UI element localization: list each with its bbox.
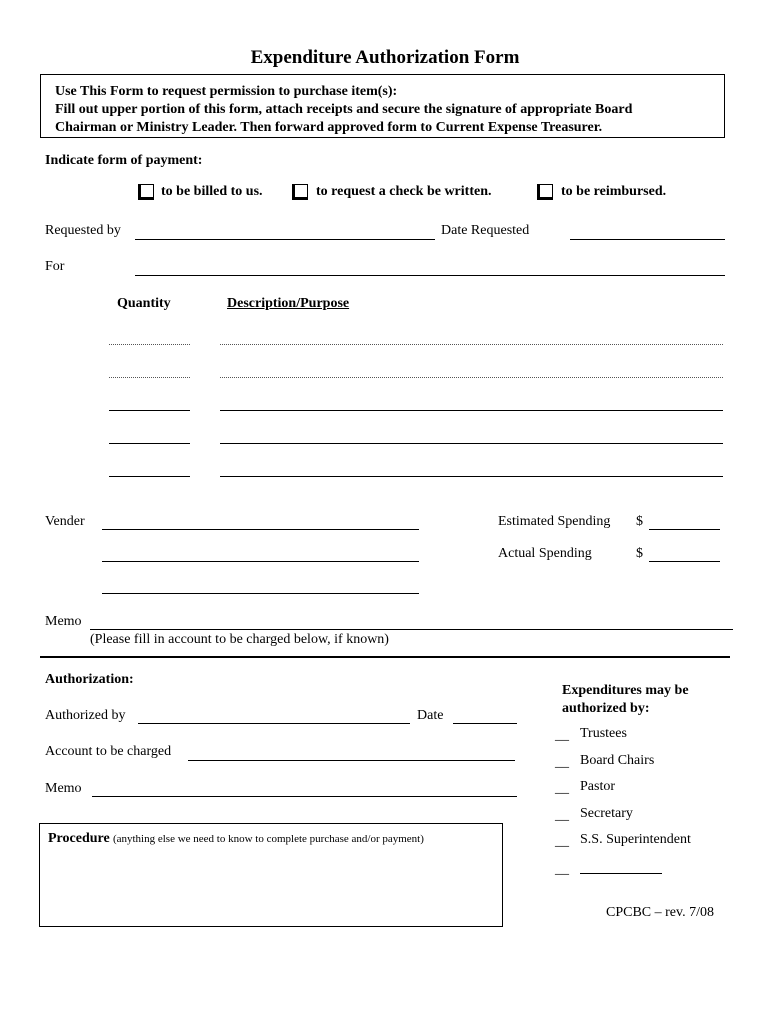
description-header: Description/Purpose — [227, 296, 350, 311]
secretary-blank[interactable]: __ — [555, 808, 569, 823]
pastor-label: Pastor — [580, 779, 615, 794]
pastor-blank[interactable]: __ — [555, 781, 569, 796]
account-note: (Please fill in account to be charged below, if known) — [90, 632, 389, 647]
authorization-header: Authorization: — [45, 672, 134, 687]
authorized-by-field[interactable] — [138, 723, 410, 724]
estimated-spending-label: Estimated Spending — [498, 514, 611, 529]
memo-field[interactable] — [90, 629, 733, 630]
actual-spending-label: Actual Spending — [498, 546, 592, 561]
authorization-date-label: Date — [417, 708, 444, 723]
for-label: For — [45, 259, 65, 274]
instructions-line-3: Chairman or Ministry Leader. Then forward approved form to Current Expense Treasurer. — [55, 120, 603, 135]
authorization-date-field[interactable] — [453, 723, 517, 724]
quantity-header: Quantity — [117, 296, 171, 311]
superintendent-label: S.S. Superintendent — [580, 832, 691, 847]
authorized-by-label: Authorized by — [45, 708, 126, 723]
other-blank[interactable]: __ — [555, 862, 569, 877]
account-charged-label: Account to be charged — [45, 744, 172, 759]
other-authorizer-field[interactable] — [580, 873, 662, 874]
option-reimbursed-label: to be reimbursed. — [561, 184, 667, 199]
authorization-memo-field[interactable] — [92, 796, 517, 797]
procedure-heading — [48, 830, 424, 847]
revision-footer: CPCBC – rev. 7/08 — [606, 905, 714, 920]
quantity-field-2[interactable] — [109, 377, 190, 378]
authorizers-header-line-1: Expenditures may be — [562, 683, 689, 698]
date-requested-field[interactable] — [570, 239, 725, 240]
instructions-box — [40, 74, 725, 138]
description-field-4[interactable] — [220, 443, 723, 444]
actual-dollar-sign: $ — [636, 546, 643, 561]
estimated-spending-field[interactable] — [649, 529, 720, 530]
payment-label: Indicate form of payment: — [45, 153, 203, 168]
instructions-line-1: Use This Form to request permission to purchase item(s): — [55, 84, 398, 99]
procedure-label: Procedure — [48, 831, 110, 846]
for-field[interactable] — [135, 275, 725, 276]
board-chairs-label: Board Chairs — [580, 753, 655, 768]
description-field-5[interactable] — [220, 476, 723, 477]
description-field-2[interactable] — [220, 377, 723, 378]
requested-by-label: Requested by — [45, 223, 121, 238]
checkbox-billed[interactable] — [138, 184, 154, 200]
estimated-dollar-sign: $ — [636, 514, 643, 529]
form-title: Expenditure Authorization Form — [250, 47, 520, 68]
instructions-line-2: Fill out upper portion of this form, attach receipts and secure the signature of appropriate Board — [55, 102, 633, 117]
trustees-label: Trustees — [580, 726, 627, 741]
requested-by-field[interactable] — [135, 239, 435, 240]
procedure-box[interactable] — [39, 823, 503, 927]
procedure-note: (anything else we need to know to complete purchase and/or payment) — [112, 833, 424, 845]
superintendent-blank[interactable]: __ — [555, 834, 569, 849]
option-check-label: to request a check be written. — [316, 184, 492, 199]
date-requested-label: Date Requested — [441, 223, 530, 238]
quantity-field-1[interactable] — [109, 344, 190, 345]
quantity-field-3[interactable] — [109, 410, 190, 411]
vender-field-3[interactable] — [102, 593, 419, 594]
description-field-3[interactable] — [220, 410, 723, 411]
checkbox-check[interactable] — [292, 184, 308, 200]
checkbox-reimbursed[interactable] — [537, 184, 553, 200]
trustees-blank[interactable]: __ — [555, 728, 569, 743]
description-field-1[interactable] — [220, 344, 723, 345]
option-billed-label: to be billed to us. — [161, 184, 263, 199]
section-divider — [40, 656, 730, 658]
vender-field-1[interactable] — [102, 529, 419, 530]
authorizers-header-line-2: authorized by: — [562, 701, 650, 716]
quantity-field-5[interactable] — [109, 476, 190, 477]
account-charged-field[interactable] — [188, 760, 515, 761]
quantity-field-4[interactable] — [109, 443, 190, 444]
secretary-label: Secretary — [580, 806, 633, 821]
vender-field-2[interactable] — [102, 561, 419, 562]
vender-label: Vender — [45, 514, 85, 529]
authorization-memo-label: Memo — [45, 781, 82, 796]
board-chairs-blank[interactable]: __ — [555, 755, 569, 770]
memo-label: Memo — [45, 614, 82, 629]
actual-spending-field[interactable] — [649, 561, 720, 562]
